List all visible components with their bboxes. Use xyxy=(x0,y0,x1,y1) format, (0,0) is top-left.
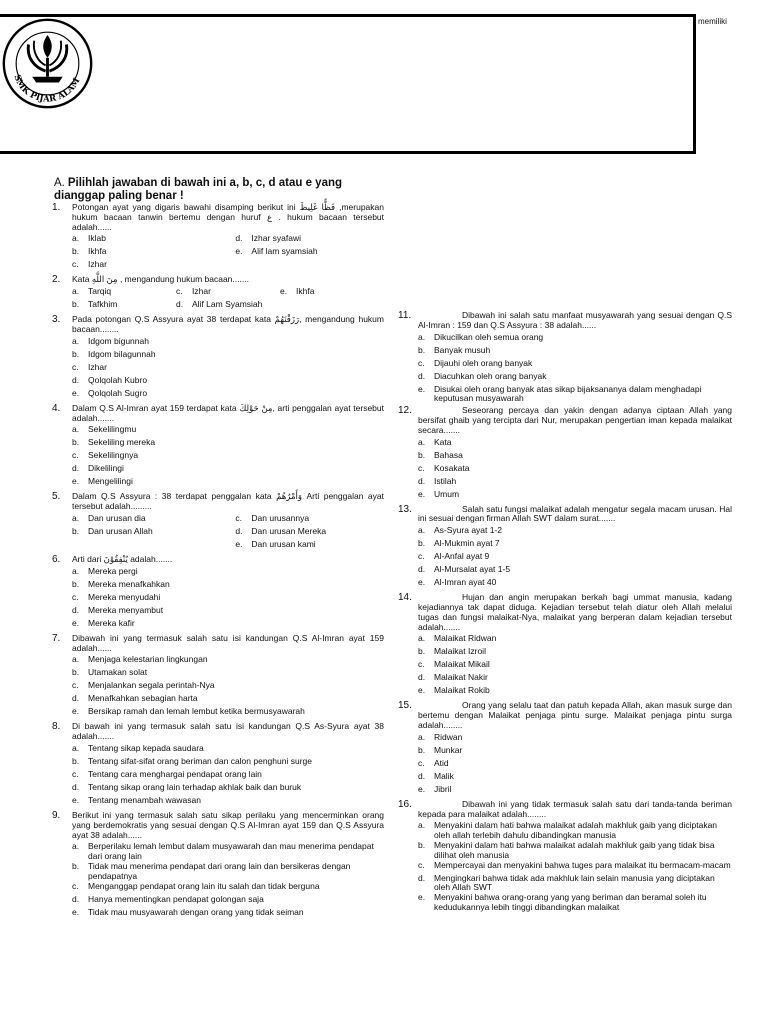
answer-option[interactable] xyxy=(72,908,384,921)
option-letter: b. xyxy=(72,755,80,766)
option-letter: e. xyxy=(418,892,426,903)
option-text: Idgom bigunnah xyxy=(88,335,149,346)
option-text: Mereka kafir xyxy=(88,617,135,628)
answer-option[interactable] xyxy=(280,287,384,300)
answer-options xyxy=(418,821,732,912)
option-letter: e. xyxy=(72,476,80,487)
option-text: Izhar syafawi xyxy=(251,233,302,244)
option-letter: e. xyxy=(72,617,80,628)
question-number: 13. xyxy=(398,503,412,515)
answer-options xyxy=(72,337,384,402)
option-letter: e. xyxy=(280,286,288,297)
option-text: Berperilaku lemah lembut dalam musyawarah dan mau menerima pendapat dari orang lain xyxy=(88,841,374,862)
answer-option[interactable] xyxy=(418,874,732,894)
option-letter: b. xyxy=(418,449,426,460)
answer-options xyxy=(418,438,732,503)
question-item xyxy=(52,634,384,721)
option-text: Sekelilingnya xyxy=(88,450,139,461)
option-text: Qolqolah Kubro xyxy=(88,374,148,385)
option-text: Tentang cara menghargai pendapat orang lain xyxy=(88,768,262,779)
option-letter: a. xyxy=(72,233,80,244)
question-item xyxy=(398,593,732,699)
answer-options xyxy=(418,733,732,798)
question-item xyxy=(398,505,732,592)
option-text: Umum xyxy=(434,488,460,499)
option-text: Menyakini bahwa orang-orang yang yang beriman dan beramal soleh itu kedudukannya lebih tinggi dibandingkan malaikat xyxy=(434,892,707,912)
option-letter: a. xyxy=(72,335,80,346)
option-text: Mereka menyudahi xyxy=(88,591,161,602)
option-text: Ikhfa xyxy=(88,246,107,257)
option-text: Qolqolah Sugro xyxy=(88,387,148,398)
option-letter: a. xyxy=(418,436,426,447)
option-letter: a. xyxy=(72,742,80,753)
option-letter: a. xyxy=(418,525,426,536)
option-text: Malaikat Ridwan xyxy=(434,633,497,644)
option-letter: b. xyxy=(72,299,80,310)
answer-options xyxy=(418,634,732,699)
question-stem: Dalam Q.S Al-Imran ayat 159 terdapat kata مِنْ حَوْلِكَ, arti penggalan ayat tersebut adalah....... xyxy=(72,402,384,423)
answer-option[interactable] xyxy=(418,841,732,861)
answer-option[interactable] xyxy=(418,759,732,772)
option-text: Idgom bilagunnah xyxy=(88,348,156,359)
option-text: Dikelilingi xyxy=(88,463,124,474)
answer-option[interactable] xyxy=(176,300,280,313)
answer-option[interactable] xyxy=(418,785,732,798)
option-text: Mengingkari bahwa tidak ada makhluk lain selain manusia yang diciptakan oleh Allah SWT xyxy=(434,872,715,893)
question-item xyxy=(52,811,384,921)
option-text: Malaikat Mikail xyxy=(434,659,490,670)
answer-option[interactable] xyxy=(418,578,732,591)
option-letter: d. xyxy=(72,693,80,704)
question-number: 9. xyxy=(52,809,61,821)
question-number: 5. xyxy=(52,491,61,503)
option-text: Istilah xyxy=(434,475,457,486)
option-letter: d. xyxy=(72,374,80,385)
option-letter: b. xyxy=(72,246,80,257)
option-text: Tentang menambah wawasan xyxy=(88,794,201,805)
question-number: 3. xyxy=(52,314,61,326)
question-stem: Dibawah ini salah satu manfaat musyawarah yang sesuai dengan Q.S Al-Imran : 159 dan Q.S Assyura : 38 adalah...... xyxy=(418,310,732,330)
option-letter: c. xyxy=(418,462,425,473)
option-letter: e. xyxy=(235,246,243,257)
option-letter: d. xyxy=(72,781,80,792)
option-letter: d. xyxy=(235,525,243,536)
answer-option[interactable] xyxy=(72,389,384,402)
option-letter: e. xyxy=(72,387,80,398)
option-letter: c. xyxy=(235,512,243,523)
question-stem: Hujan dan angin merupakan berkah bagi ummat manusia, kadang kejadiannya tak dapat diduga. Kejadian tersebut telah diatur oleh Allah melalui tugas dan fungsi malaikat-Nya, malaikat yang berperan dalam kejadian tersebut adalah....... xyxy=(418,592,732,632)
question-stem: Arti dari يُنْفِقُوْنَ adalah....... xyxy=(72,553,173,564)
option-text: Al-Imran ayat 40 xyxy=(434,577,497,588)
answer-options xyxy=(72,842,384,920)
option-text: Menafkahkan sebagian harta xyxy=(88,693,198,704)
option-text: Malaikat Nakir xyxy=(434,672,488,683)
option-text: Mengelilingi xyxy=(88,476,133,487)
option-letter: d. xyxy=(418,370,426,381)
answer-options xyxy=(72,234,384,273)
question-number: 4. xyxy=(52,402,61,414)
option-letter: a. xyxy=(72,841,80,852)
answer-option[interactable] xyxy=(72,842,384,862)
option-text: Izhar xyxy=(192,286,211,297)
option-text: Bahasa xyxy=(434,449,463,460)
question-stem: Potongan ayat yang digaris bawahi disamping berikut ini فَظًّا غَلِيظَ ,merupakan hukum bacaan tanwin bertemu dengan huruf ع . hukum bacaan tersebut adalah...... xyxy=(72,202,385,232)
answer-option[interactable] xyxy=(72,300,176,313)
option-letter: c. xyxy=(72,361,79,372)
question-item xyxy=(52,203,384,273)
option-text: Izhar xyxy=(88,259,107,270)
answer-option[interactable] xyxy=(235,540,384,553)
option-letter: c. xyxy=(418,659,425,670)
question-number: 1. xyxy=(52,202,61,213)
answer-options xyxy=(72,655,384,720)
option-letter: a. xyxy=(418,731,426,742)
option-text: Dan urusannya xyxy=(251,512,310,523)
option-text: Tentang sikap kepada saudara xyxy=(88,742,204,753)
option-text: As-Syura ayat 1-2 xyxy=(434,525,503,536)
option-letter: d. xyxy=(418,672,426,683)
option-letter: b. xyxy=(418,538,426,549)
question-stem: Seseorang percaya dan yakin dengan adanya ciptaan Allah yang bersifat ghaib yang tercipta dari Nur, merupakan pengertian iman kepada malaikat secara....... xyxy=(418,405,732,435)
option-text: Dikucilkan oleh semua orang xyxy=(434,331,544,342)
option-letter: c. xyxy=(72,880,79,891)
option-text: Tentang sifat-sifat orang beriman dan calon penghuni surge xyxy=(88,755,312,766)
option-letter: e. xyxy=(418,488,426,499)
option-letter: e. xyxy=(72,906,80,917)
question-stem: Dibawah ini yang tidak termasuk salah satu dari tanda-tanda beriman kepada para malaikat adalah........ xyxy=(418,798,732,819)
option-text: Mempercayai dan menyakini bahwa tuges para malaikat itu bermacam-macam xyxy=(434,859,731,870)
option-letter: b. xyxy=(418,646,426,657)
question-number: 11. xyxy=(398,310,412,321)
option-text: Hanya mementingkan pendapat golongan saja xyxy=(88,893,264,904)
option-text: Sekeliling mereka xyxy=(88,437,156,448)
answer-option[interactable] xyxy=(235,247,384,260)
option-letter: d. xyxy=(418,872,426,883)
option-letter: d. xyxy=(235,233,243,244)
answer-option[interactable] xyxy=(72,350,384,363)
option-text: Kosakata xyxy=(434,462,470,473)
option-letter: b. xyxy=(418,839,426,850)
answer-options xyxy=(418,333,732,405)
answer-option[interactable] xyxy=(72,619,384,632)
option-text: Alif lam syamsiah xyxy=(251,246,318,257)
header-note: memiliki xyxy=(698,17,727,26)
option-letter: d. xyxy=(72,604,80,615)
option-text: Mereka menyambut xyxy=(88,604,164,615)
option-letter: d. xyxy=(72,463,80,474)
answer-options xyxy=(72,744,384,809)
option-text: Dan urusan kami xyxy=(251,538,316,549)
option-text: Al-Anfal ayat 9 xyxy=(434,551,490,562)
question-stem: Orang yang selalu taat dan patuh kepada Allah, akan masuk surge dan bertemu dengan Malaikat penjaga pintu surge. Malaikat penjaga pintu surga adalah........ xyxy=(418,700,732,730)
answer-option[interactable] xyxy=(72,796,384,809)
answer-options xyxy=(72,287,384,313)
option-text: Dan urusan Mereka xyxy=(251,525,327,536)
answer-option[interactable] xyxy=(72,862,384,882)
option-letter: e. xyxy=(72,794,80,805)
answer-option[interactable] xyxy=(418,464,732,477)
option-text: Menjalankan segala perintah-Nya xyxy=(88,680,215,691)
option-text: Al-Mursalat ayat 1-5 xyxy=(434,564,511,575)
option-text: Banyak musuh xyxy=(434,344,491,355)
option-letter: c. xyxy=(72,591,79,602)
option-text: Al-Mukmin ayat 7 xyxy=(434,538,500,549)
answer-option[interactable] xyxy=(418,438,732,451)
option-text: Menyakini dalam hati bahwa malaikat adalah makhluk gaib yang tidak bisa dilihat oleh manusia xyxy=(434,839,715,860)
question-item xyxy=(398,701,732,797)
option-letter: e. xyxy=(418,783,426,794)
question-number: 15. xyxy=(398,700,412,712)
answer-option[interactable] xyxy=(418,477,732,490)
answer-option[interactable] xyxy=(72,540,235,553)
option-letter: b. xyxy=(72,860,80,871)
option-text: Bersikap ramah dan lemah lembut ketika bermusyawarah xyxy=(88,706,305,717)
option-letter: c. xyxy=(72,680,79,691)
option-text: Atid xyxy=(434,757,449,768)
option-text: Menjaga kelestarian lingkungan xyxy=(88,654,208,665)
section-title: Pilihlah jawaban di bawah ini a, b, c, d atau e yang dianggap paling benar ! xyxy=(54,177,343,202)
option-letter: b. xyxy=(72,348,80,359)
logo-text: SMK PIJAR ALAM xyxy=(11,73,83,105)
question-item xyxy=(52,404,384,491)
option-letter: c. xyxy=(418,757,425,768)
option-letter: a. xyxy=(418,633,426,644)
option-text: Iklab xyxy=(88,233,106,244)
option-letter: e. xyxy=(418,577,426,588)
option-letter: a. xyxy=(72,654,80,665)
option-text: Izhar xyxy=(88,361,107,372)
right-question-column xyxy=(398,311,732,915)
option-text: Utamakan solat xyxy=(88,667,148,678)
option-letter: b. xyxy=(418,344,426,355)
answer-option[interactable] xyxy=(72,527,235,540)
question-stem: Kata مِنَ اللَّهِ , mengandung hukum bacaan....... xyxy=(72,274,249,285)
option-text: Ikhfa xyxy=(296,286,315,297)
question-number: 16. xyxy=(398,798,412,810)
option-letter: a. xyxy=(418,331,426,342)
question-stem: Salah satu fungsi malaikat adalah mengatur segala macam urusan. Hal ini sesuai dengan firman Allah SWT dalam surat....... xyxy=(418,503,732,524)
option-text: Ridwan xyxy=(434,731,463,742)
answer-options xyxy=(72,425,384,490)
option-text: Jibril xyxy=(434,783,452,794)
answer-option[interactable] xyxy=(72,707,384,720)
option-letter: c. xyxy=(418,551,425,562)
left-question-column xyxy=(52,203,384,923)
option-letter: c. xyxy=(418,357,425,368)
option-text: Menganggap pendapat orang lain itu salah dan tidak berguna xyxy=(88,880,320,891)
option-text: Munkar xyxy=(434,744,463,755)
option-letter: e. xyxy=(72,706,80,717)
answer-option[interactable] xyxy=(418,893,732,913)
question-number: 12. xyxy=(398,405,412,417)
option-letter: b. xyxy=(418,744,426,755)
question-number: 7. xyxy=(52,632,61,644)
question-item xyxy=(398,311,732,404)
option-letter: a. xyxy=(72,512,80,523)
section-label: A. xyxy=(54,177,65,189)
school-logo xyxy=(0,16,95,111)
answer-option[interactable] xyxy=(418,490,732,503)
option-text: Malaikat Izroil xyxy=(434,646,486,657)
answer-option[interactable] xyxy=(72,260,235,273)
option-text: Kata xyxy=(434,436,452,447)
option-text: Mereka menafkahkan xyxy=(88,578,170,589)
option-letter: c. xyxy=(72,768,79,779)
question-stem: Dalam Q.S Assyura : 38 terdapat penggalan kata وَأَمْرُهُمْ Arti penggalan ayat tersebut adalah......... xyxy=(72,491,384,512)
question-number: 14. xyxy=(398,592,412,604)
option-text: Dan urusan dia xyxy=(88,512,146,523)
question-item xyxy=(52,275,384,313)
question-stem: Dibawah ini yang termasuk salah satu isi kandungan Q.S Al-Imran ayat 159 adalah...... xyxy=(72,632,384,653)
answer-option[interactable] xyxy=(418,746,732,759)
answer-option[interactable] xyxy=(418,821,732,841)
option-letter: b. xyxy=(72,667,80,678)
question-item xyxy=(52,315,384,402)
option-text: Menyakini dalam hati bahwa malaikat adalah makhluk gaib yang diciptakan oleh allah terlebih dahulu dibandingkan manusia xyxy=(434,820,718,841)
option-letter: c. xyxy=(72,450,79,461)
answer-option[interactable] xyxy=(418,385,732,405)
question-number: 8. xyxy=(52,721,61,733)
option-letter: b. xyxy=(72,525,80,536)
option-letter: d. xyxy=(72,893,80,904)
question-number: 6. xyxy=(52,553,61,565)
option-letter: a. xyxy=(72,424,80,435)
option-letter: d. xyxy=(418,564,426,575)
answer-options xyxy=(72,567,384,632)
section-heading xyxy=(54,177,394,203)
question-item xyxy=(398,800,732,913)
option-letter: c. xyxy=(176,286,183,297)
option-letter: d. xyxy=(418,770,426,781)
answer-options xyxy=(418,526,732,591)
option-text: Malaikat Rokib xyxy=(434,685,490,696)
option-text: Dijauhi oleh orang banyak xyxy=(434,357,533,368)
option-letter: b. xyxy=(72,578,80,589)
option-text: Mereka pergi xyxy=(88,565,138,576)
option-text: Diacuhkan oleh orang banyak xyxy=(434,370,547,381)
option-letter: a. xyxy=(418,820,426,831)
option-letter: a. xyxy=(72,286,80,297)
option-letter: d. xyxy=(418,475,426,486)
question-item xyxy=(52,492,384,553)
option-letter: c. xyxy=(418,859,425,870)
option-text: Tafkhim xyxy=(88,299,118,310)
question-stem: Pada potongan Q.S Assyura ayat 38 terdapat kata رَزَقْنَهُمْ, mengandung hukum bacaan........ xyxy=(72,314,384,334)
answer-option[interactable] xyxy=(72,477,384,490)
option-text: Tentang sikap orang lain terhadap akhlak baik dan buruk xyxy=(88,781,302,792)
question-item xyxy=(52,722,384,809)
header-box xyxy=(0,14,696,154)
question-stem: Di bawah ini yang termasuk salah satu isi kandungan Q.S As-Syura ayat 38 adalah....... xyxy=(72,721,384,742)
option-text: Tidak mau menerima pendapat dari orang lain dan bersikeras dengan pendapatnya xyxy=(88,860,351,881)
option-letter: e. xyxy=(418,383,426,394)
answer-option[interactable] xyxy=(418,733,732,746)
question-item xyxy=(398,406,732,502)
option-letter: c. xyxy=(72,259,79,270)
option-text: Sekelilingmu xyxy=(88,424,137,435)
option-text: Dan urusan Allah xyxy=(88,525,153,536)
option-letter: a. xyxy=(72,565,80,576)
question-number: 2. xyxy=(52,274,61,286)
option-text: Tarqiq xyxy=(88,286,112,297)
answer-options xyxy=(72,514,384,553)
option-letter: d. xyxy=(176,299,184,310)
option-letter: e. xyxy=(235,538,243,549)
option-letter: b. xyxy=(72,437,80,448)
question-stem: Berikut ini yang termasuk salah satu sikap perilaku yang mencerminkan orang yang berdemokratis yang sesuai dengan Q.S Al-Imran ayat 159 dan Q.S Assyura ayat 38 adalah...... xyxy=(72,809,384,840)
option-text: Tidak mau musyawarah dengan orang yang tidak seiman xyxy=(88,906,304,917)
option-text: Disukai oleh orang banyak atas sikap bijaksananya dalam menghadapi keputusan musyawarah xyxy=(434,383,702,404)
option-text: Alif Lam Syamsiah xyxy=(192,299,263,310)
option-text: Malik xyxy=(434,770,454,781)
answer-option[interactable] xyxy=(418,686,732,699)
answer-option[interactable] xyxy=(418,772,732,785)
option-letter: e. xyxy=(418,685,426,696)
question-item xyxy=(52,555,384,632)
